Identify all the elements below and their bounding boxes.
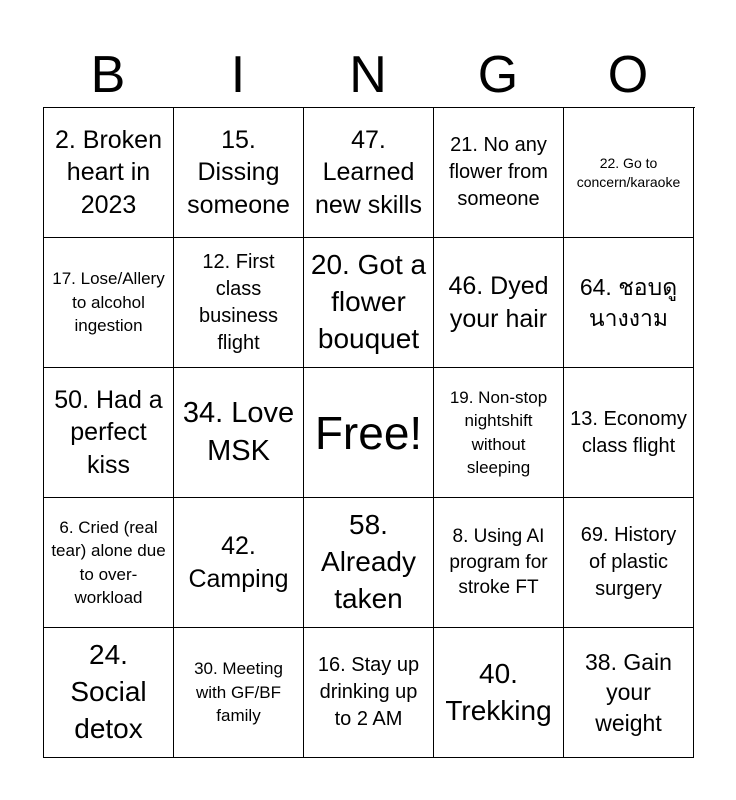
bingo-cell-r4-c1[interactable]: [44, 498, 174, 628]
header-letter-o: O: [607, 46, 649, 104]
cell-text: 22. Go to concern/karaoke: [576, 155, 681, 190]
cell-text: 17. Lose/Allery to alcohol ingestion: [52, 269, 165, 336]
cell-text: 12. First class business flight: [199, 250, 278, 354]
bingo-cell-r1-c4[interactable]: [434, 108, 564, 238]
bingo-cell-r4-c4[interactable]: [434, 498, 564, 628]
bingo-cell-r1-c5[interactable]: [564, 108, 694, 238]
bingo-cell-r5-c3[interactable]: [304, 628, 434, 758]
header-letter-b: B: [90, 46, 126, 104]
cell-text: 2. Broken heart in 2023: [54, 125, 162, 219]
cell-text: 38. Gain your weight: [585, 648, 672, 736]
bingo-cell-r2-c2[interactable]: [174, 238, 304, 368]
cell-text: 30. Meeting with GF/BF family: [194, 659, 283, 726]
cell-text: 24. Social detox: [70, 639, 147, 744]
bingo-cell-r5-c5[interactable]: [564, 628, 694, 758]
cell-text: 69. History of plastic surgery: [580, 524, 677, 600]
bingo-cell-r3-c1[interactable]: [44, 368, 174, 498]
bingo-cell-r3-c4[interactable]: [434, 368, 564, 498]
cell-text: 8. Using AI program for stroke FT: [449, 526, 548, 599]
free-space-text: Free!: [314, 406, 423, 459]
cell-text: 16. Stay up drinking up to 2 AM: [317, 654, 420, 730]
bingo-cell-r3-c5[interactable]: [564, 368, 694, 498]
bingo-board: [43, 107, 695, 758]
cell-text: 40. Trekking: [445, 657, 552, 726]
bingo-cell-r5-c4[interactable]: [434, 628, 564, 758]
bingo-cell-r2-c4[interactable]: [434, 238, 564, 368]
bingo-cell-r3-c2[interactable]: [174, 368, 304, 498]
bingo-cell-r5-c1[interactable]: [44, 628, 174, 758]
header-letter-g: G: [477, 46, 519, 104]
bingo-cell-r2-c3[interactable]: [304, 238, 434, 368]
cell-text: 15. Dissing someone: [187, 125, 290, 219]
cell-text: 21. No any flower from someone: [449, 134, 548, 210]
cell-text: 13. Economy class flight: [570, 407, 687, 457]
cell-text: 46. Dyed your hair: [448, 272, 549, 333]
cell-text: 34. Love MSK: [182, 397, 295, 467]
bingo-cell-r4-c2[interactable]: [174, 498, 304, 628]
cell-text: 20. Got a flower bouquet: [310, 249, 427, 354]
cell-text: 64. ชอบดูนางงาม: [579, 273, 678, 331]
cell-text: 58. Already taken: [321, 509, 416, 614]
cell-text: 50. Had a perfect kiss: [54, 385, 163, 479]
cell-text: 42. Camping: [188, 532, 289, 593]
cell-text: 6. Cried (real tear) alone due to over-workload: [51, 517, 166, 607]
bingo-cell-free[interactable]: [304, 368, 434, 498]
cell-text: 19. Non-stop nightshift without sleeping: [449, 387, 548, 477]
bingo-cell-r4-c3[interactable]: [304, 498, 434, 628]
bingo-cell-r5-c2[interactable]: [174, 628, 304, 758]
bingo-cell-r1-c1[interactable]: [44, 108, 174, 238]
bingo-header: [43, 40, 693, 106]
bingo-cell-r2-c1[interactable]: [44, 238, 174, 368]
header-letter-i: I: [230, 46, 246, 104]
bingo-cell-r1-c3[interactable]: [304, 108, 434, 238]
header-letter-n: N: [349, 46, 387, 104]
bingo-cell-r2-c5[interactable]: [564, 238, 694, 368]
cell-text: 47. Learned new skills: [315, 125, 422, 219]
bingo-cell-r4-c5[interactable]: [564, 498, 694, 628]
bingo-cell-r1-c2[interactable]: [174, 108, 304, 238]
